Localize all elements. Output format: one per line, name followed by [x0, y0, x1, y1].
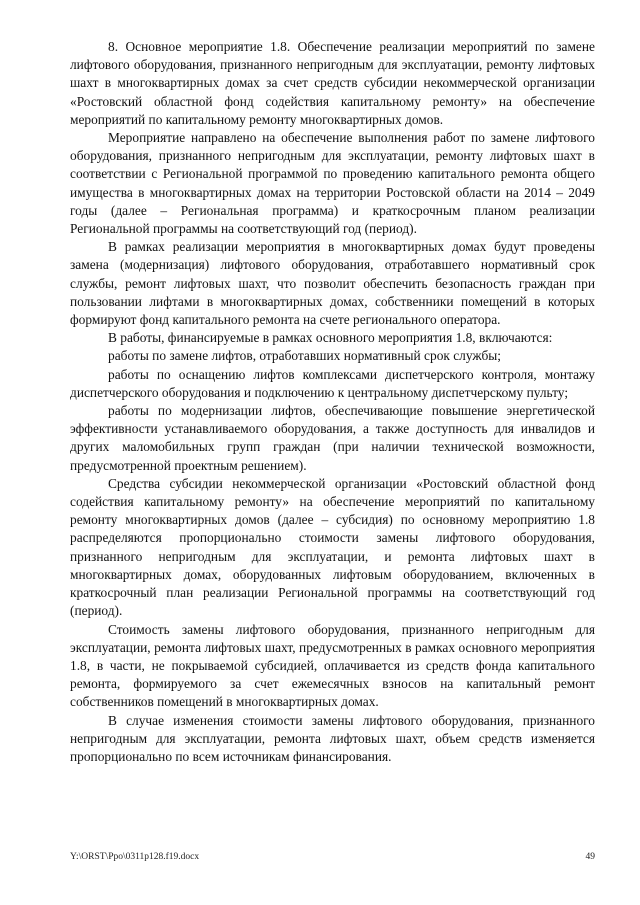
page-footer: [70, 852, 595, 862]
page-number: 49: [585, 852, 595, 862]
paragraph-cost-change: В случае изменения стоимости замены лифтового оборудования, признанного непригодным для эксплуатации, ремонта лифтовых шахт, объем средств изменяется пропорционально по всем источникам финансирования.: [70, 712, 595, 764]
paragraph-work-item-replacement: работы по замене лифтов, отработавших нормативный срок службы;: [108, 348, 501, 364]
paragraph-activity-purpose: Мероприятие направлено на обеспечение выполнения работ по замене лифтового оборудования, признанного непригодным для эксплуатации, ремонту лифтовых шахт в соответствии с Региональной программой по проведению капитального ремонта общего имущества в многоквартирных домах на территории Ростовской области на 2014 – 2049 годы (далее – Региональная программа) и краткосрочным планом реализации Региональной программы на соответствующий год (период).: [70, 130, 595, 237]
paragraph-subsidy-distribution: Средства субсидии некоммерческой организации «Ростовский областной фонд содействия капитальному ремонту» на обеспечение мероприятий по капитальному ремонту многоквартирных домов (далее – субсидия) по основному мероприятию 1.8 распределяются пропорционально стоимости замены лифтового оборудования, признанного непригодным для эксплуатации, и ремонта лифтовых шахт в многоквартирных домах, оборудованных лифтовым оборудованием, включенных в краткосрочный план реализации Региональной программы на соответствующий год (период).: [70, 475, 595, 619]
footer-file-path: Y:\ORST\Ppo\0311p128.f19.docx: [70, 852, 200, 862]
document-body: [70, 38, 595, 766]
paragraph-activity-scope: В рамках реализации мероприятия в многоквартирных домах будут проведены замена (модернизация) лифтового оборудования, отработавшего нормативный срок службы, ремонт лифтовых шахт, что позволит обеспечить безопасность граждан при пользовании лифтами в многоквартирных домах, собственники помещений в которых формируют фонд капитального ремонта на счете регионального оператора.: [70, 239, 595, 328]
paragraph-main-activity-title: 8. Основное мероприятие 1.8. Обеспечение реализации мероприятий по замене лифтового оборудования, признанного непригодным для эксплуатации, ремонту лифтовых шахт в многоквартирных домах за счет средств субсидии некоммерческой организации «Ростовский областной фонд содействия капитальному ремонту» на обеспечение мероприятий по капитальному ремонту многоквартирных домов.: [70, 39, 595, 127]
paragraph-cost-coverage: Стоимость замены лифтового оборудования, признанного непригодным для эксплуатации, ремонта лифтовых шахт, предусмотренных в рамках основного мероприятия 1.8, в части, не покрываемой субсидией, оплачивается из средств фонда капитального ремонта, формируемого за счет ежемесячных взносов на капитальный ремонт собственников помещений в многоквартирных домах.: [70, 621, 595, 710]
paragraph-works-included-intro: В работы, финансируемые в рамках основного мероприятия 1.8, включаются:: [108, 330, 553, 346]
paragraph-work-item-modernization: работы по модернизации лифтов, обеспечивающие повышение энергетической эффективности устанавливаемого оборудования, а также доступность для инвалидов и других маломобильных групп граждан (при наличии технической возможности, предусмотренной проектным решением).: [70, 403, 595, 473]
paragraph-work-item-dispatch: работы по оснащению лифтов комплексами диспетчерского контроля, монтажу диспетчерского оборудования и подключению к центральному диспетчерскому пульту;: [70, 366, 595, 400]
